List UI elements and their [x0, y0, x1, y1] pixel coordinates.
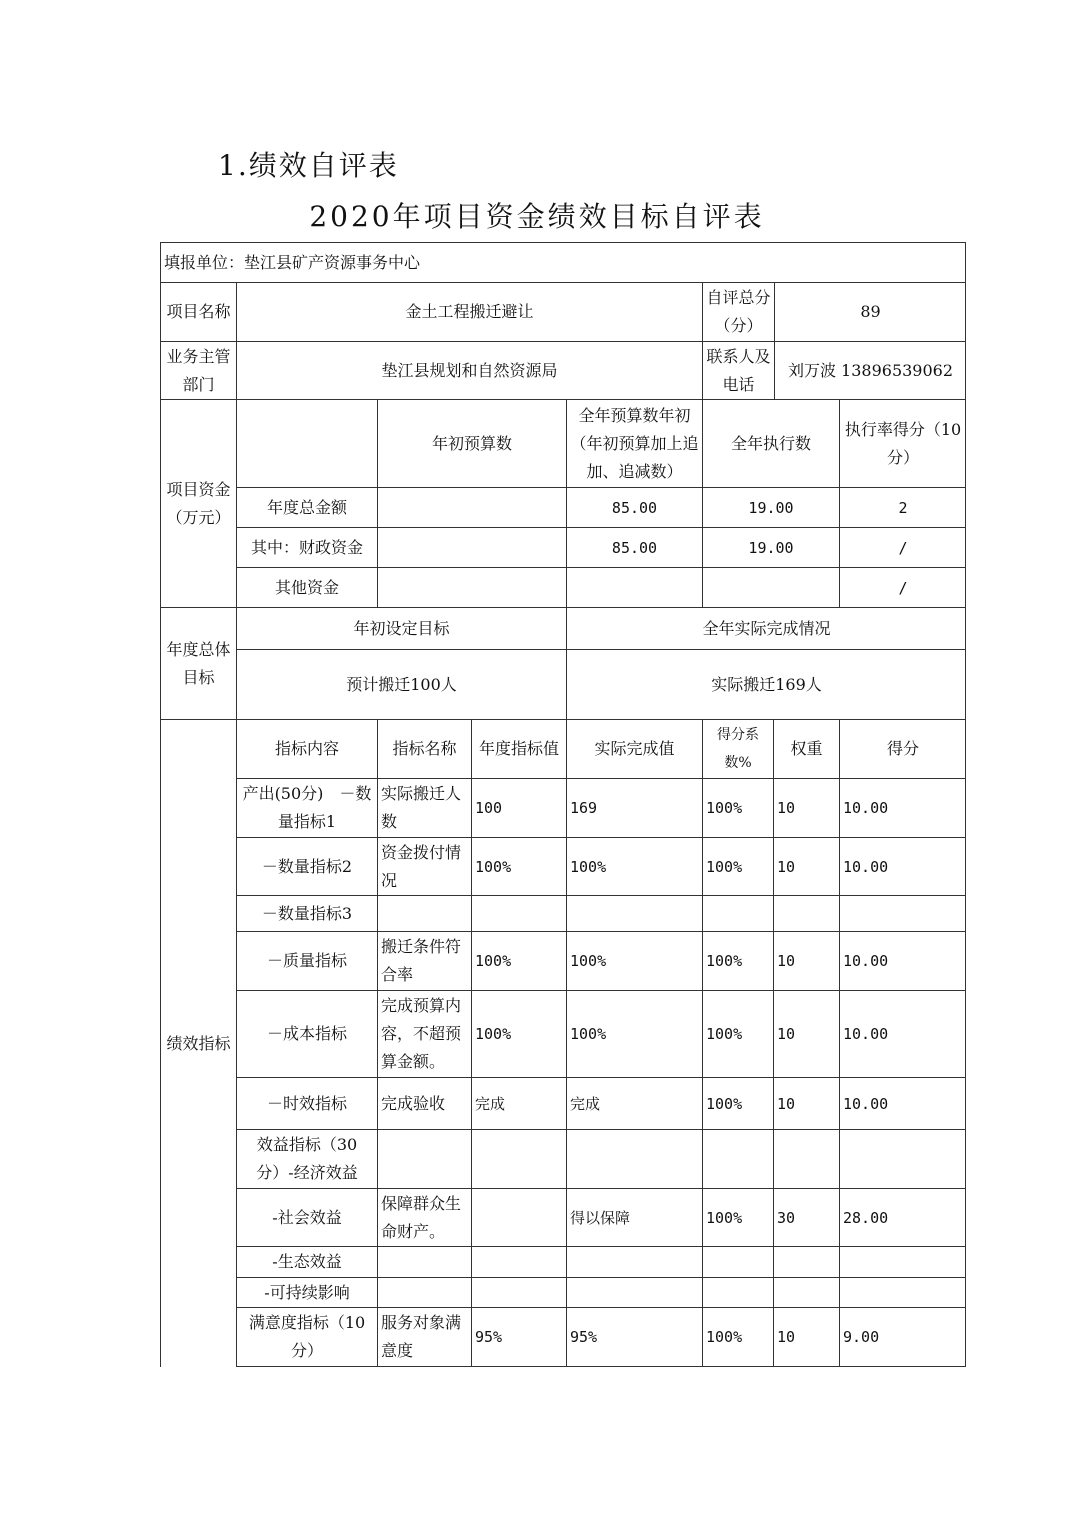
dept-value: 垫江县规划和自然资源局 [236, 341, 702, 399]
indicator-coef: 100% [702, 1307, 773, 1366]
indicator-name [377, 1277, 471, 1307]
indicator-actual [566, 1277, 702, 1307]
indicator-coef [702, 895, 773, 931]
indicator-name: 完成预算内容，不超预算金额。 [377, 990, 471, 1077]
indicator-actual [566, 1246, 702, 1277]
indicator-content: -社会效益 [236, 1188, 377, 1246]
indicator-name: 资金拨付情况 [377, 837, 471, 895]
indicator-weight: 10 [773, 1307, 839, 1366]
indicator-weight [773, 1129, 839, 1188]
funds-row-initial [377, 567, 566, 607]
funds-row-full: 85.00 [566, 527, 702, 567]
indicator-score: 10.00 [839, 1077, 966, 1129]
indicator-target: 100% [471, 837, 566, 895]
self-evaluation-form [160, 242, 966, 1367]
funds-row-executed [702, 567, 839, 607]
indicator-weight: 10 [773, 931, 839, 990]
indicator-content: －数量指标3 [236, 895, 377, 931]
indicator-coef: 100% [702, 1077, 773, 1129]
indicator-target: 100% [471, 990, 566, 1077]
funds-header-score: 执行率得分（10分） [839, 399, 966, 487]
indicator-content: －质量指标 [236, 931, 377, 990]
funds-row-initial [377, 487, 566, 527]
indicator-weight: 30 [773, 1188, 839, 1246]
indicator-coef: 100% [702, 837, 773, 895]
funds-row-label: 其他资金 [236, 567, 377, 607]
indicator-weight: 10 [773, 990, 839, 1077]
indicator-target: 100 [471, 778, 566, 837]
goals-label: 年度总体目标 [160, 607, 236, 719]
funds-row-full [566, 567, 702, 607]
funds-row-score: 2 [839, 487, 966, 527]
indicator-content: －数量指标2 [236, 837, 377, 895]
funds-row-label: 年度总金额 [236, 487, 377, 527]
indicator-actual: 100% [566, 990, 702, 1077]
indicator-content: -生态效益 [236, 1246, 377, 1277]
indicator-target: 100% [471, 931, 566, 990]
indicator-weight: 10 [773, 778, 839, 837]
dept-label: 业务主管部门 [160, 341, 236, 399]
indicator-weight [773, 1246, 839, 1277]
indicators-header-score: 得分 [839, 719, 966, 778]
funds-header-full-year: 全年预算数年初（年初预算加上追加、追减数） [566, 399, 702, 487]
indicator-content: 满意度指标（10分） [236, 1307, 377, 1366]
project-name-value: 金土工程搬迁避让 [236, 282, 702, 341]
funds-row-score: / [839, 567, 966, 607]
fill-unit: 填报单位：垫江县矿产资源事务中心 [160, 242, 966, 282]
funds-label: 项目资金（万元） [160, 399, 236, 607]
indicator-coef: 100% [702, 1188, 773, 1246]
indicator-actual: 100% [566, 931, 702, 990]
indicator-content: -可持续影响 [236, 1277, 377, 1307]
indicators-header-coef: 得分系数% [702, 719, 773, 778]
indicator-score: 28.00 [839, 1188, 966, 1246]
indicator-content: 产出(50分) －数量指标1 [236, 778, 377, 837]
self-score-value: 89 [774, 282, 966, 341]
indicator-coef: 100% [702, 778, 773, 837]
indicator-name: 实际搬迁人数 [377, 778, 471, 837]
indicator-actual [566, 1129, 702, 1188]
indicator-name: 完成验收 [377, 1077, 471, 1129]
indicator-coef: 100% [702, 931, 773, 990]
indicator-actual: 169 [566, 778, 702, 837]
funds-header-blank [236, 399, 377, 487]
goals-set-value: 预计搬迁100人 [236, 649, 566, 719]
indicators-header-target: 年度指标值 [471, 719, 566, 778]
indicator-content: －时效指标 [236, 1077, 377, 1129]
funds-row-full: 85.00 [566, 487, 702, 527]
indicator-score [839, 895, 966, 931]
goals-actual-header: 全年实际完成情况 [566, 607, 966, 649]
indicators-header-actual: 实际完成值 [566, 719, 702, 778]
indicator-score: 10.00 [839, 837, 966, 895]
indicator-weight [773, 895, 839, 931]
table-bottom-border [236, 1366, 966, 1367]
indicator-name: 搬迁条件符合率 [377, 931, 471, 990]
indicator-target [471, 895, 566, 931]
table-right-border [965, 242, 966, 1367]
indicator-weight [773, 1277, 839, 1307]
indicator-target [471, 1246, 566, 1277]
indicator-name [377, 1246, 471, 1277]
funds-row-label: 其中：财政资金 [236, 527, 377, 567]
indicator-score [839, 1246, 966, 1277]
indicator-content: －成本指标 [236, 990, 377, 1077]
indicator-weight: 10 [773, 837, 839, 895]
self-score-label: 自评总分（分） [702, 282, 774, 341]
indicator-coef [702, 1246, 773, 1277]
indicators-header-weight: 权重 [773, 719, 839, 778]
indicator-target: 完成 [471, 1077, 566, 1129]
funds-row-initial [377, 527, 566, 567]
indicator-score: 10.00 [839, 778, 966, 837]
indicator-name: 保障群众生命财产。 [377, 1188, 471, 1246]
document-title: 2020年项目资金绩效目标自评表 [309, 200, 765, 233]
indicator-coef: 100% [702, 990, 773, 1077]
indicator-score: 10.00 [839, 931, 966, 990]
indicator-weight: 10 [773, 1077, 839, 1129]
indicator-target [471, 1277, 566, 1307]
goals-actual-value: 实际搬迁169人 [566, 649, 966, 719]
indicator-score: 10.00 [839, 990, 966, 1077]
indicator-name: 服务对象满意度 [377, 1307, 471, 1366]
indicator-score: 9.00 [839, 1307, 966, 1366]
contact-label: 联系人及电话 [702, 341, 774, 399]
funds-header-initial: 年初预算数 [377, 399, 566, 487]
indicator-target: 95% [471, 1307, 566, 1366]
section-title: 1.绩效自评表 [218, 149, 399, 182]
indicator-target [471, 1129, 566, 1188]
indicators-header-content: 指标内容 [236, 719, 377, 778]
contact-value: 刘万波 13896539062 [774, 341, 966, 399]
funds-row-score: / [839, 527, 966, 567]
indicator-target [471, 1188, 566, 1246]
indicator-actual: 得以保障 [566, 1188, 702, 1246]
indicator-name [377, 1129, 471, 1188]
indicator-actual [566, 895, 702, 931]
indicator-score [839, 1277, 966, 1307]
indicator-coef [702, 1129, 773, 1188]
funds-row-executed: 19.00 [702, 527, 839, 567]
indicator-actual: 完成 [566, 1077, 702, 1129]
indicator-coef [702, 1277, 773, 1307]
project-name-label: 项目名称 [160, 282, 236, 341]
funds-row-executed: 19.00 [702, 487, 839, 527]
funds-header-executed: 全年执行数 [702, 399, 839, 487]
indicators-label: 绩效指标 [160, 719, 236, 1367]
indicator-name [377, 895, 471, 931]
indicator-actual: 95% [566, 1307, 702, 1366]
indicator-content: 效益指标（30分）-经济效益 [236, 1129, 377, 1188]
indicator-actual: 100% [566, 837, 702, 895]
indicators-header-name: 指标名称 [377, 719, 471, 778]
indicator-score [839, 1129, 966, 1188]
goals-set-header: 年初设定目标 [236, 607, 566, 649]
